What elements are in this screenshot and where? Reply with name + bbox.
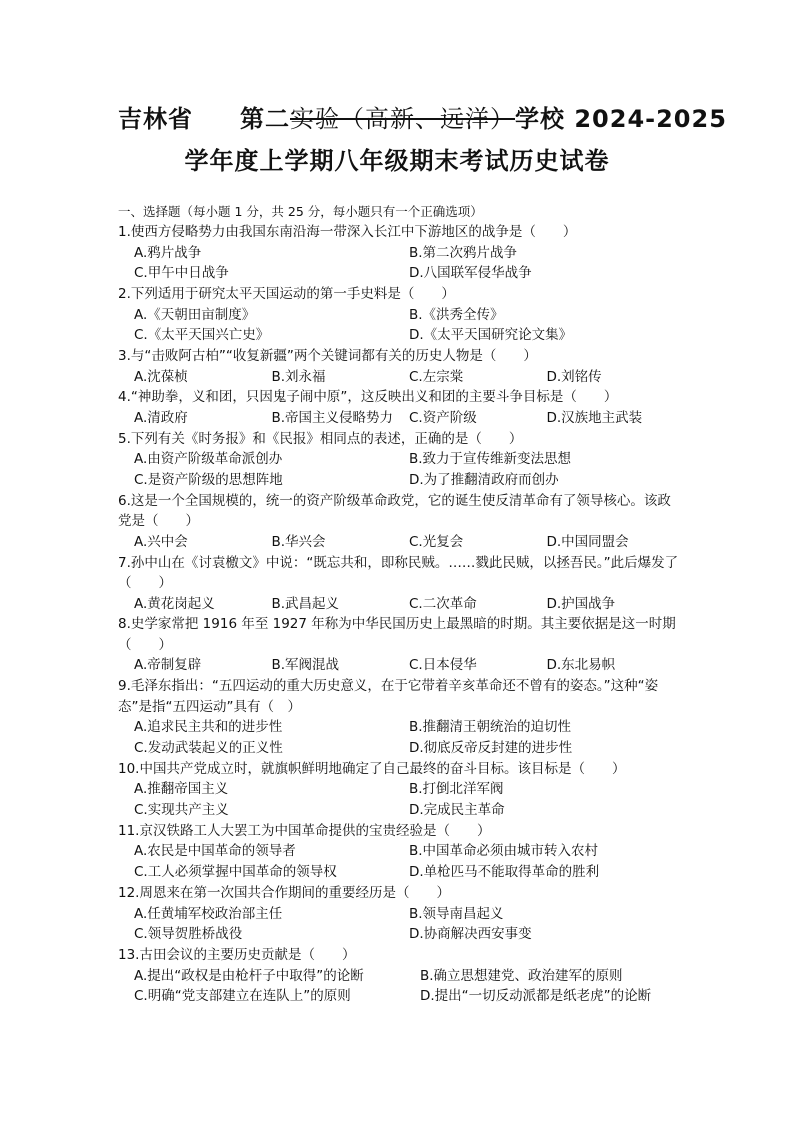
option-d: D.中国同盟会 — [546, 533, 629, 550]
option-a: A.黄花岗起义 — [134, 595, 215, 612]
question-stem: 5.下列有关《时务报》和《民报》相同点的表述，正确的是（ ） — [118, 430, 523, 447]
option-d: D.单枪匹马不能取得革命的胜利 — [409, 864, 600, 881]
option-a: A.推翻帝国主义 — [134, 781, 229, 798]
option-a: A.任黄埔军校政治部主任 — [134, 905, 283, 922]
option-b: B.刘永福 — [271, 368, 326, 385]
question-stem: 12.周恩来在第一次国共合作期间的重要经历是（ ） — [118, 885, 450, 902]
option-b: B.华兴会 — [271, 533, 326, 550]
option-a: A.追求民主共和的进步性 — [134, 719, 283, 736]
question-options — [118, 594, 684, 615]
title-province: 吉林省 — [118, 105, 193, 133]
option-a: A.由资产阶级革命派创办 — [134, 451, 283, 468]
option-d: D.为了推翻清政府而创办 — [409, 472, 559, 489]
option-c: C.发动武装起义的正义性 — [134, 740, 283, 757]
option-b: B.《洪秀全传》 — [409, 306, 504, 323]
option-d: D.协商解决西安事变 — [409, 926, 532, 943]
question-9 — [118, 676, 684, 759]
question-stem: 6.这是一个全国规模的，统一的资产阶级革命政党，它的诞生使反清革命有了领导核心。该政党是（ ） — [118, 492, 671, 530]
question-options — [118, 367, 684, 388]
question-stem: 9.毛泽东指出：“五四运动的重大历史意义，在于它带着辛亥革命还不曾有的姿态。”这种“姿态”是指“五四运动”具有（ ） — [118, 678, 659, 715]
option-d: D.护国战争 — [546, 595, 616, 612]
question-stem: 2.下列适用于研究太平天国运动的第一手史料是（ ） — [118, 286, 455, 303]
question-12 — [118, 883, 684, 945]
question-options — [118, 408, 684, 429]
question-options — [118, 841, 684, 883]
title-school-post: 学校 2024-2025 — [515, 105, 727, 133]
option-b: B.推翻清王朝统治的迫切性 — [409, 719, 572, 736]
option-d: D.汉族地主武装 — [546, 409, 643, 426]
question-stem: 1.使西方侵略势力由我国东南沿海一带深入长江中下游地区的战争是（ ） — [118, 224, 577, 240]
option-a: A.沈葆桢 — [134, 368, 188, 385]
option-c: C.光复会 — [409, 533, 464, 550]
question-1 — [118, 222, 684, 284]
question-6 — [118, 491, 684, 553]
option-b: B.领导南昌起义 — [409, 905, 504, 922]
question-options — [118, 305, 684, 347]
option-c: C.明确“党支部建立在连队上”的原则 — [134, 988, 351, 1005]
option-d: D.《太平天国研究论文集》 — [409, 327, 573, 344]
option-b: B.致力于宣传维新变法思想 — [409, 451, 572, 468]
question-stem: 7.孙中山在《讨袁檄文》中说：“既忘共和，即称民贼。……戮此民贼，以拯吾民。”此后爆发了（ ） — [118, 554, 679, 592]
option-c: C.左宗棠 — [409, 368, 464, 385]
question-options — [118, 532, 684, 553]
question-stem: 13.古田会议的主要历史贡献是（ ） — [118, 947, 356, 964]
option-c: C.甲午中日战争 — [134, 265, 229, 282]
question-8 — [118, 614, 684, 676]
question-options — [118, 717, 684, 759]
option-c: C.实现共产主义 — [134, 802, 229, 819]
option-b: B.第二次鸦片战争 — [409, 244, 518, 261]
option-a: A.提出“政权是由枪杆子中取得”的论断 — [134, 967, 364, 984]
option-b: B.打倒北洋军阀 — [409, 781, 504, 798]
question-10 — [118, 759, 684, 821]
option-a: A.鸦片战争 — [134, 244, 202, 261]
question-7 — [118, 553, 684, 615]
exam-title-line-2: 学年度上学期八年级期末考试历史试卷 — [184, 147, 610, 175]
question-options — [118, 779, 684, 821]
option-c: C.资产阶级 — [409, 409, 477, 426]
option-a: A.帝制复辟 — [134, 657, 202, 674]
question-4 — [118, 387, 684, 428]
title-school-pre: 第二 — [240, 105, 290, 133]
option-a: A.农民是中国革命的领导者 — [134, 843, 296, 860]
question-stem: 3.与“击败阿古柏”“收复新疆”两个关键词都有关的历史人物是（ ） — [118, 348, 537, 365]
question-2 — [118, 284, 684, 346]
question-stem: 10.中国共产党成立时，就旗帜鲜明地确定了自己最终的奋斗目标。该目标是（ ） — [118, 760, 626, 777]
question-11 — [118, 821, 684, 883]
option-c: C.《太平天国兴亡史》 — [134, 327, 270, 344]
exam-content — [118, 202, 684, 1007]
option-d: D.东北易帜 — [546, 657, 616, 674]
question-options — [118, 449, 684, 491]
question-stem: 4.“神助拳，义和团，只因鬼子闹中原”，这反映出义和团的主要斗争目标是（ ） — [118, 389, 618, 406]
question-options — [118, 243, 684, 285]
option-c: C.日本侵华 — [409, 657, 477, 674]
option-d: D.彻底反帝反封建的进步性 — [409, 740, 573, 757]
option-b: B.中国革命必须由城市转入农村 — [409, 843, 599, 860]
option-b: B.军阀混战 — [271, 657, 340, 674]
question-options — [118, 655, 684, 676]
option-a: A.清政府 — [134, 409, 188, 426]
question-13 — [118, 945, 684, 1007]
option-d: D.刘铭传 — [546, 368, 602, 385]
option-a: A.《天朝田亩制度》 — [134, 306, 256, 323]
option-b: B.帝国主义侵略势力 — [271, 409, 394, 426]
question-3 — [118, 346, 684, 387]
option-a: A.兴中会 — [134, 533, 188, 550]
option-c: C.领导贺胜桥战役 — [134, 926, 243, 943]
option-c: C.二次革命 — [409, 595, 477, 612]
question-stem: 8.史学家常把 1916 年至 1927 年称为中华民国历史上最黑暗的时期。其主要依据是这一时期（ ） — [118, 616, 676, 653]
option-d: D.完成民主革命 — [409, 802, 505, 819]
option-b: B.武昌起义 — [271, 595, 340, 612]
option-c: C.是资产阶级的思想阵地 — [134, 472, 283, 489]
title-school-strikethrough: 实验（高新、远洋） — [290, 105, 515, 133]
section-heading: 一、选择题（每小题 1 分，共 25 分，每小题只有一个正确选项） — [118, 204, 483, 219]
question-stem: 11.京汉铁路工人大罢工为中国革命提供的宝贵经验是（ ） — [118, 822, 491, 839]
option-d: D.八国联军侵华战争 — [409, 265, 532, 282]
option-c: C.工人必须掌握中国革命的领导权 — [134, 864, 337, 881]
question-options — [118, 904, 684, 946]
option-d: D.提出“一切反动派都是纸老虎”的论断 — [420, 988, 652, 1005]
question-5 — [118, 429, 684, 491]
title-school — [240, 104, 727, 134]
option-b: B.确立思想建党、政治建军的原则 — [420, 967, 623, 984]
question-options — [118, 966, 684, 1008]
